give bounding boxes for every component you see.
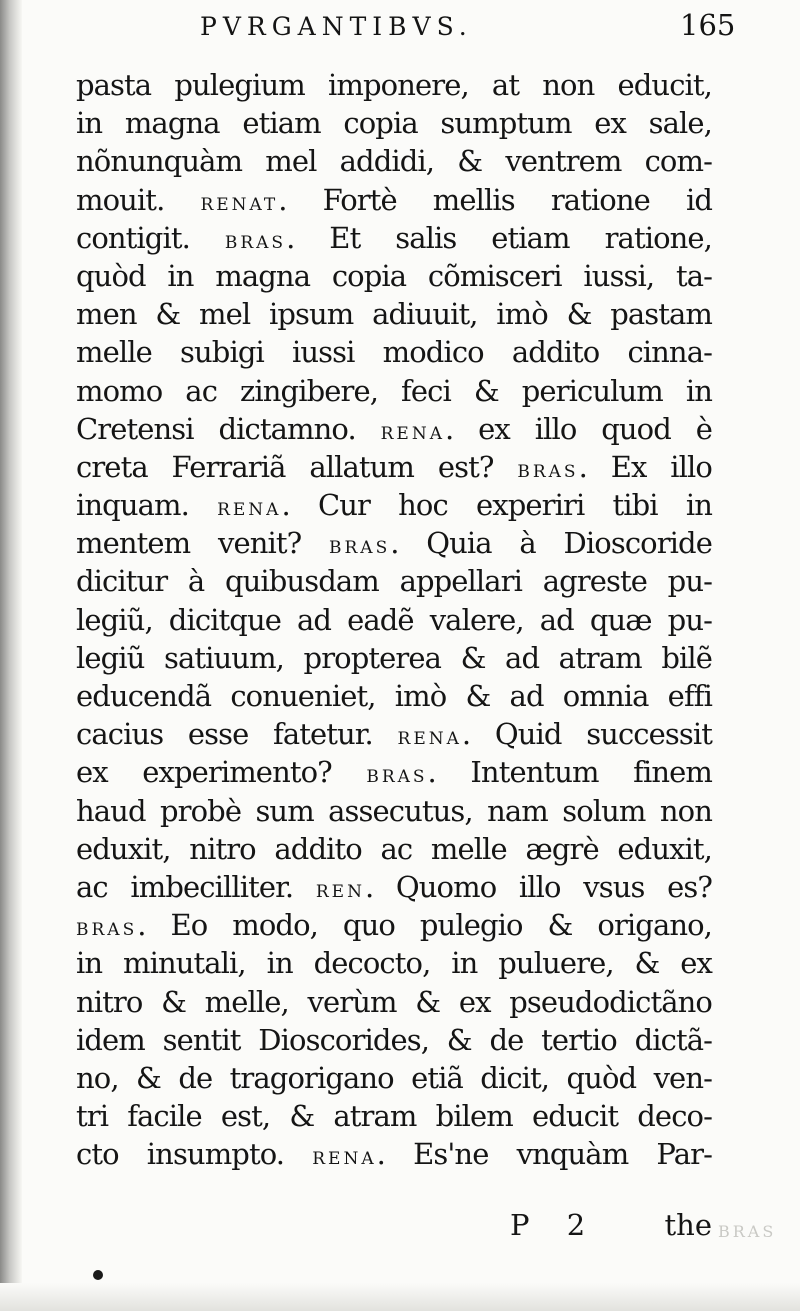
- text-segment: . Fortè mellis ratione id: [278, 182, 712, 217]
- text-line: [76, 448, 712, 486]
- text-line: [76, 1021, 712, 1059]
- text-line: [76, 983, 712, 1021]
- text-line: [76, 1059, 712, 1097]
- body-text: [76, 66, 712, 1173]
- text-segment: . Intentum finem: [427, 755, 712, 790]
- text-segment: dicitur à quibusdam appellari agreste pu-: [76, 564, 712, 599]
- text-line: [76, 410, 712, 448]
- speaker-name: BRAS: [76, 920, 138, 941]
- text-line: [76, 562, 712, 600]
- text-segment: in minutali, in decocto, in puluere, & ex: [76, 946, 712, 981]
- speaker-name: RENA: [217, 500, 282, 521]
- page-number: 165: [680, 8, 736, 42]
- text-line: [76, 715, 712, 753]
- text-line: [76, 219, 712, 257]
- text-segment: pasta pulegium imponere, at non educit,: [76, 68, 712, 102]
- bleed-through-text: BRAS: [718, 1222, 777, 1241]
- speaker-name: BRAS: [224, 232, 287, 253]
- text-line: [76, 868, 712, 906]
- text-segment: Cretensi dictamno.: [76, 411, 381, 446]
- text-segment: men & mel ipsum adiuuit, imò & pastam: [76, 297, 712, 332]
- text-line: [76, 906, 712, 944]
- text-segment: ex experimento?: [76, 755, 367, 790]
- text-line: [76, 257, 712, 295]
- text-segment: legiũ, dicitque ad eadẽ valere, ad quæ pu-: [76, 602, 712, 637]
- text-segment: melle subigi iussi modico addito cinna-: [76, 335, 712, 370]
- text-line: [76, 601, 712, 639]
- page-footer: [76, 1208, 712, 1248]
- text-segment: mentem venit?: [76, 526, 330, 561]
- text-line: [76, 333, 712, 371]
- text-line: [76, 1097, 712, 1135]
- text-segment: . Ex illo: [578, 449, 712, 484]
- speaker-name: BRAS: [329, 538, 391, 559]
- text-segment: contigit.: [76, 220, 225, 255]
- speaker-name: RENAT: [200, 194, 279, 215]
- text-line: [76, 1135, 712, 1173]
- text-line: [76, 792, 712, 830]
- text-line: [76, 753, 712, 791]
- text-segment: nitro & melle, verùm & ex pseudodictãno: [76, 984, 712, 1019]
- text-segment: tri facile est, & atram bilem educit deco-: [76, 1099, 712, 1134]
- text-segment: quòd in magna copia cõmisceri iussi, ta-: [76, 258, 712, 293]
- text-segment: creta Ferrariã allatum est?: [76, 449, 518, 484]
- scan-edge-shadow: [0, 0, 22, 1311]
- text-segment: no, & de tragorigano etiã dicit, quòd ven-: [76, 1060, 712, 1095]
- text-segment: cto insumpto.: [76, 1137, 313, 1172]
- speaker-name: RENA: [397, 729, 462, 750]
- text-segment: . Et salis etiam ratione,: [286, 220, 712, 255]
- text-segment: eduxit, nitro addito ac melle ægrè eduxit,: [76, 831, 712, 866]
- text-segment: . Es'ne vnquàm Par-: [376, 1137, 712, 1172]
- text-line: [76, 677, 712, 715]
- speaker-name: BRAS: [366, 767, 428, 788]
- running-head: PVRGANTIBVS.: [200, 12, 473, 41]
- text-line: [76, 295, 712, 333]
- signature-mark: P 2: [510, 1208, 600, 1242]
- text-segment: idem sentit Dioscorides, & de tertio dictã-: [76, 1022, 712, 1057]
- text-segment: . Cur hoc experiri tibi in: [281, 488, 712, 523]
- text-segment: nõnunquàm mel addidi, & ventrem com-: [76, 144, 712, 179]
- text-segment: haud probè sum assecutus, nam solum non: [76, 793, 712, 828]
- text-segment: . Quia à Dioscoride: [390, 526, 712, 561]
- text-line: [76, 372, 712, 410]
- speaker-name: REN: [315, 881, 365, 902]
- text-line: [76, 944, 712, 982]
- text-segment: . Quid successit: [461, 717, 712, 752]
- text-segment: . Quomo illo vsus es?: [364, 869, 712, 904]
- text-line: [76, 142, 712, 180]
- text-line: [76, 104, 712, 142]
- text-segment: ac imbecilliter.: [76, 869, 316, 904]
- text-segment: in magna etiam copia sumptum ex sale,: [76, 106, 712, 141]
- text-segment: educendã conueniet, imò & ad omnia effi: [76, 679, 712, 713]
- text-line: [76, 66, 712, 104]
- catchword: the: [664, 1208, 712, 1242]
- scan-bottom-shadow: [0, 1283, 800, 1311]
- text-segment: . Eo modo, quo pulegio & origano,: [137, 908, 712, 943]
- speaker-name: RENA: [380, 423, 445, 444]
- text-segment: inquam.: [76, 488, 218, 523]
- text-line: [76, 639, 712, 677]
- ink-spot: [93, 1270, 103, 1280]
- text-segment: mouit.: [76, 182, 201, 217]
- text-line: [76, 830, 712, 868]
- text-line: [76, 524, 712, 562]
- text-line: [76, 181, 712, 219]
- text-line: [76, 486, 712, 524]
- speaker-name: RENA: [312, 1149, 377, 1170]
- text-segment: momo ac zingibere, feci & periculum in: [76, 373, 712, 408]
- text-segment: cacius esse fatetur.: [76, 717, 398, 752]
- text-segment: legiũ satiuum, propterea & ad atram bilẽ: [76, 640, 712, 675]
- text-segment: . ex illo quod è: [445, 411, 713, 446]
- speaker-name: BRAS: [517, 461, 579, 482]
